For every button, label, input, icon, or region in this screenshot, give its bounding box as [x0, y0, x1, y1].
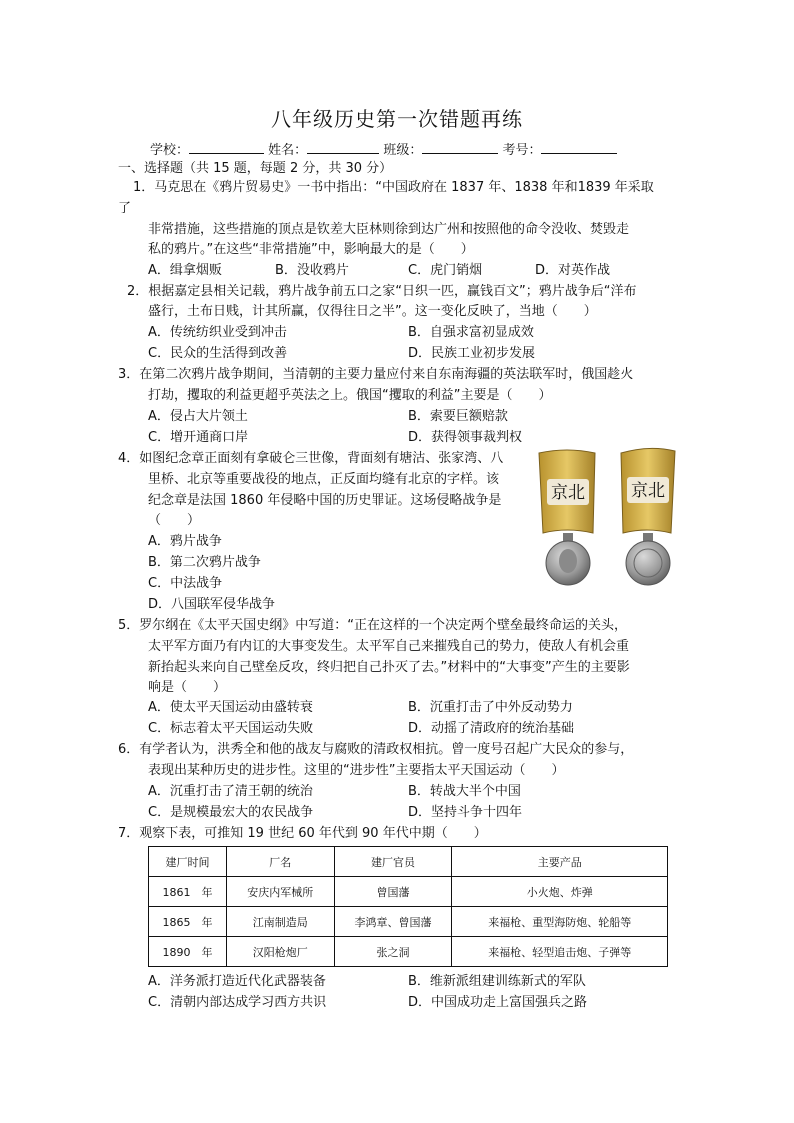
exam-number-blank[interactable] [541, 141, 617, 154]
q2-line-1: 2．根据嘉定县相关记载，鸦片战争前五口之家“日织一匹，赢钱百文”；鸦片战争后“洋布 [127, 284, 637, 299]
q5-option-c[interactable]: C．标志着太平天国运动失败 [148, 721, 314, 736]
table-header: 建厂时间 [149, 847, 227, 877]
q1-option-a[interactable]: A．缉拿烟贩 [148, 263, 222, 278]
page-title: 八年级历史第一次错题再练 [271, 107, 523, 131]
table-cell: 来福枪、轻型追击炮、子弹等 [452, 937, 668, 967]
table-cell: 1861 年 [149, 877, 227, 907]
q6-line-1: 6．有学者认为，洪秀全和他的战友与腐败的清政权相抗。曾一度号召起广大民众的参与， [118, 742, 634, 757]
medal-left [539, 450, 595, 585]
q5-line-2: 太平军方面乃有内讧的大事变发生。太平军自己来摧残自己的势力，使敌人有机会重 [148, 639, 630, 654]
q1-option-b[interactable]: B．没收鸦片 [275, 263, 349, 278]
q4-line-2: 里桥、北京等重要战役的地点，正反面均缝有北京的字样。该 [148, 472, 500, 487]
table-cell: 汉阳枪炮厂 [226, 937, 334, 967]
q5-option-b[interactable]: B．沉重打击了中外反动势力 [408, 700, 573, 715]
exam-number-label: 考号： [502, 143, 542, 158]
table-cell: 曾国藩 [334, 877, 452, 907]
q5-option-a[interactable]: A．使太平天国运动由盛转衰 [148, 700, 313, 715]
q4-option-d[interactable]: D．八国联军侵华战争 [148, 597, 276, 612]
table-row [149, 937, 668, 967]
table-cell: 张之洞 [334, 937, 452, 967]
ribbon-text-left: 京北 [551, 483, 585, 503]
q4-option-c[interactable]: C．中法战争 [148, 576, 223, 591]
school-blank[interactable] [189, 141, 264, 154]
table-row [149, 907, 668, 937]
q4-line-1: 4．如图纪念章正面刻有拿破仑三世像，背面刻有塘沽、张家湾、八 [118, 451, 504, 466]
q6-option-b[interactable]: B．转战大半个中国 [408, 784, 521, 799]
q5-option-d[interactable]: D．动摇了清政府的统治基础 [408, 721, 575, 736]
q6-option-c[interactable]: C．是规模最宏大的农民战争 [148, 805, 314, 820]
q7-option-a[interactable]: A．洋务派打造近代化武器装备 [148, 974, 326, 989]
q3-option-b[interactable]: B．索要巨额赔款 [408, 409, 508, 424]
q5-line-1: 5．罗尔纲在《太平天国史纲》中写道：“正在这样的一个决定两个壁垒最终命运的关头， [118, 618, 628, 633]
medal-right [621, 448, 675, 585]
table-row [149, 877, 668, 907]
table-cell: 江南制造局 [226, 907, 334, 937]
q2-option-a[interactable]: A．传统纺织业受到冲击 [148, 325, 287, 340]
q4-option-a[interactable]: A．鸦片战争 [148, 534, 222, 549]
table-cell: 李鸿章、曾国藩 [334, 907, 452, 937]
name-blank[interactable] [307, 141, 379, 154]
ribbon-text-right: 京北 [631, 481, 665, 501]
name-label: 姓名： [268, 143, 308, 158]
table-header: 建厂官员 [334, 847, 452, 877]
q3-line-2: 打劫，攫取的利益更超乎英法之上。俄国“攫取的利益”主要是（ ） [148, 388, 552, 403]
q2-option-c[interactable]: C．民众的生活得到改善 [148, 346, 288, 361]
class-label: 班级： [383, 143, 423, 158]
q1-line-2: 了 [118, 201, 132, 216]
q2-line-2: 盛行，土布日贱，计其所赢，仅得往日之半”。这一变化反映了，当地（ ） [148, 304, 597, 319]
q7-line: 7．观察下表，可推知 19 世纪 60 年代到 90 年代中期（ ） [118, 826, 487, 841]
q2-option-b[interactable]: B．自强求富初显成效 [408, 325, 534, 340]
q7-option-c[interactable]: C．清朝内部达成学习西方共识 [148, 995, 327, 1010]
q1-line-3: 非常措施，这些措施的顶点是钦差大臣林则徐到达广州和按照他的命令没收、焚毁走 [148, 222, 630, 237]
q7-option-d[interactable]: D．中国成功走上富国强兵之路 [408, 995, 588, 1010]
table-header: 主要产品 [452, 847, 668, 877]
section-heading: 一、选择题（共 15 题，每题 2 分，共 30 分） [118, 161, 393, 176]
q3-option-d[interactable]: D．获得领事裁判权 [408, 430, 523, 445]
q1-option-c[interactable]: C．虎门销烟 [408, 263, 483, 278]
q4-line-4: （ ） [148, 513, 201, 528]
q5-line-3: 新抬起头来向自己壁垒反攻，终归把自己扑灭了去。”材料中的“大事变”产生的主要影 [148, 660, 630, 675]
factory-table [148, 846, 668, 967]
table-cell: 安庆内军械所 [226, 877, 334, 907]
class-blank[interactable] [422, 141, 498, 154]
q4-line-3: 纪念章是法国 1860 年侵略中国的历史罪证。这场侵略战争是 [148, 493, 502, 508]
q1-line-4: 私的鸦片。”在这些“非常措施”中，影响最大的是（ ） [148, 242, 474, 257]
q7-option-b[interactable]: B．维新派组建训练新式的军队 [408, 974, 586, 989]
q6-line-2: 表现出某种历史的进步性。这里的“进步性”主要指太平天国运动（ ） [148, 763, 565, 778]
q6-option-d[interactable]: D．坚持斗争十四年 [408, 805, 523, 820]
table-cell: 来福枪、重型海防炮、轮船等 [452, 907, 668, 937]
q5-line-4: 响是（ ） [148, 680, 227, 695]
q1-option-d[interactable]: D．对英作战 [535, 263, 611, 278]
table-cell: 1865 年 [149, 907, 227, 937]
student-info [150, 139, 617, 158]
table-cell: 小火炮、炸弹 [452, 877, 668, 907]
table-cell: 1890 年 [149, 937, 227, 967]
q3-option-a[interactable]: A．侵占大片领土 [148, 409, 248, 424]
medal-image [537, 445, 677, 595]
q4-option-b[interactable]: B．第二次鸦片战争 [148, 555, 261, 570]
q3-option-c[interactable]: C．增开通商口岸 [148, 430, 249, 445]
q6-option-a[interactable]: A．沉重打击了清王朝的统治 [148, 784, 313, 799]
table-header: 厂名 [226, 847, 334, 877]
q2-option-d[interactable]: D．民族工业初步发展 [408, 346, 536, 361]
school-label: 学校： [150, 143, 190, 158]
q3-line-1: 3．在第二次鸦片战争期间，当清朝的主要力量应付来自东南海疆的英法联军时，俄国趁火 [118, 367, 634, 382]
q1-line-1: 1．马克思在《鸦片贸易史》一书中指出：“中国政府在 1837 年、1838 年和1839 年采取 [133, 180, 654, 195]
table-header-row [149, 847, 668, 877]
